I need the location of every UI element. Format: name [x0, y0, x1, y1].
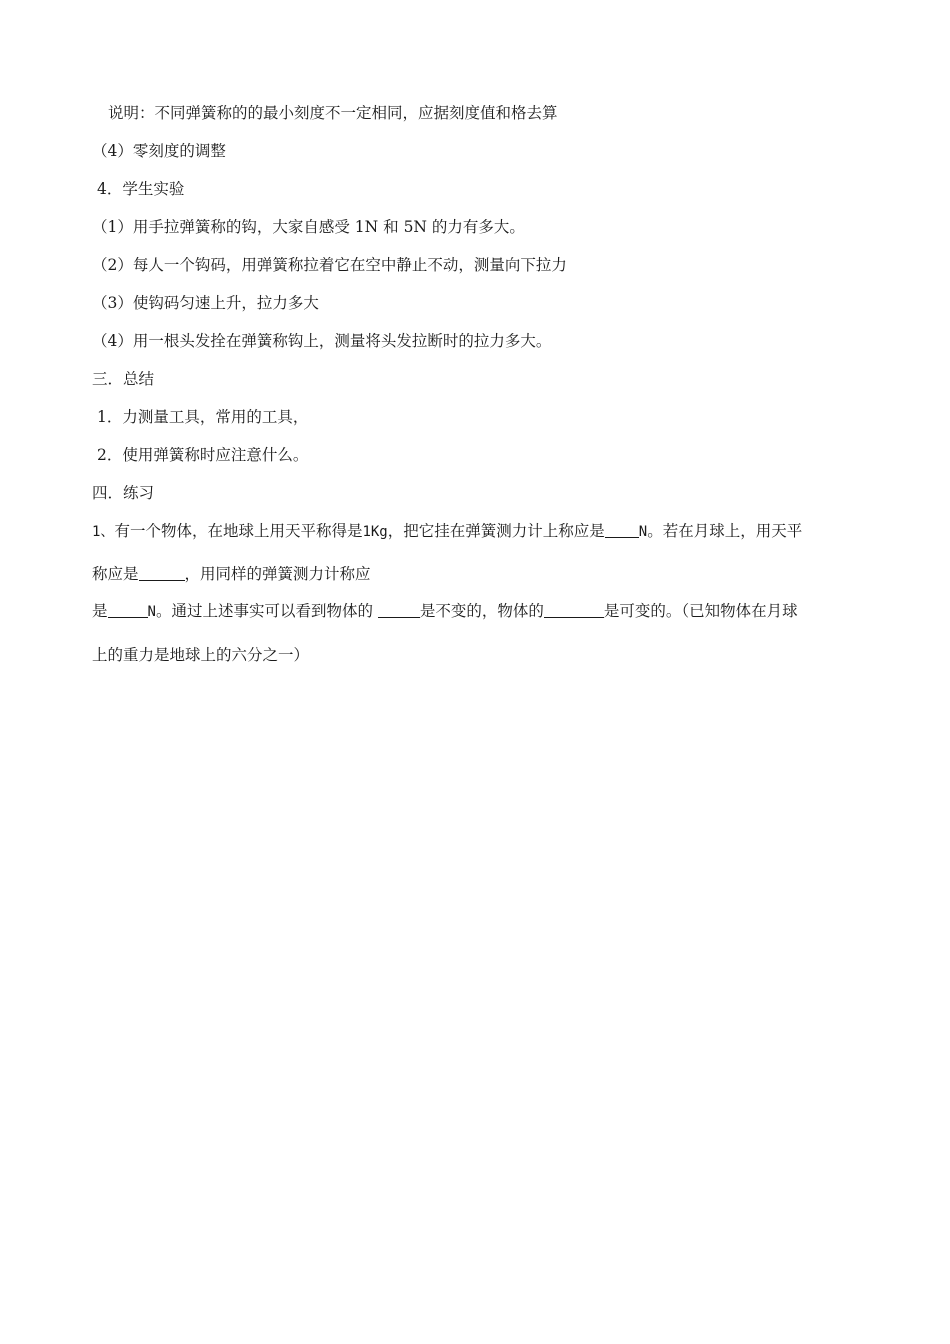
item-zero-adjust: （4）零刻度的调整: [92, 142, 226, 160]
section-heading-student-experiment: 4．学生实验: [97, 180, 185, 198]
question-text: 是可变的。（已知物体在月球: [603, 602, 798, 620]
question-text: 是不变的，物体的: [419, 602, 544, 620]
experiment-item-4: （4）用一根头发拴在弹簧称钩上，测量将头发拉断时的拉力多大。: [92, 332, 552, 350]
question-1-line-3: [92, 601, 798, 622]
answer-blank-2[interactable]: [139, 565, 185, 581]
answer-blank-5[interactable]: [544, 602, 604, 618]
question-1-line-2: [92, 564, 371, 584]
summary-item-1: 1．力测量工具，常用的工具，: [97, 408, 309, 426]
practice-heading: 四．练习: [92, 484, 155, 502]
question-text: ，用同样的弹簧测力计称应: [184, 565, 371, 583]
question-text: 有一个物体，在地球上用天平称得是: [114, 522, 363, 540]
unit-newton: N: [147, 604, 156, 620]
answer-blank-1[interactable]: [605, 522, 639, 538]
experiment-item-1: （1）用手拉弹簧称的钩，大家自感受 1N 和 5N 的力有多大。: [92, 218, 525, 236]
mass-value: 1Kg: [362, 524, 388, 540]
question-text: 。若在月球上，用天平: [647, 522, 803, 540]
summary-item-2: 2．使用弹簧称时应注意什么。: [97, 446, 309, 464]
question-1-line-1: [92, 521, 802, 542]
summary-heading: 三．总结: [92, 370, 155, 388]
question-text: 是: [92, 602, 108, 620]
question-1-line-4: 上的重力是地球上的六分之一）: [92, 646, 310, 664]
answer-blank-3[interactable]: [108, 602, 148, 618]
experiment-item-3: （3）使钩码匀速上升，拉力多大: [92, 294, 319, 312]
note-line: 说明：不同弹簧称的的最小刻度不一定相同，应据刻度值和格去算: [108, 104, 558, 122]
unit-newton: N: [638, 524, 648, 540]
question-text: 。通过上述事实可以看到物体的: [155, 602, 373, 620]
answer-blank-4[interactable]: [378, 602, 420, 618]
experiment-item-2: （2）每人一个钩码，用弹簧称拉着它在空中静止不动，测量向下拉力: [92, 256, 567, 274]
question-text: 称应是: [92, 565, 139, 583]
question-number: 1、: [92, 524, 115, 540]
question-text: ，把它挂在弹簧测力计上称应是: [387, 522, 605, 540]
